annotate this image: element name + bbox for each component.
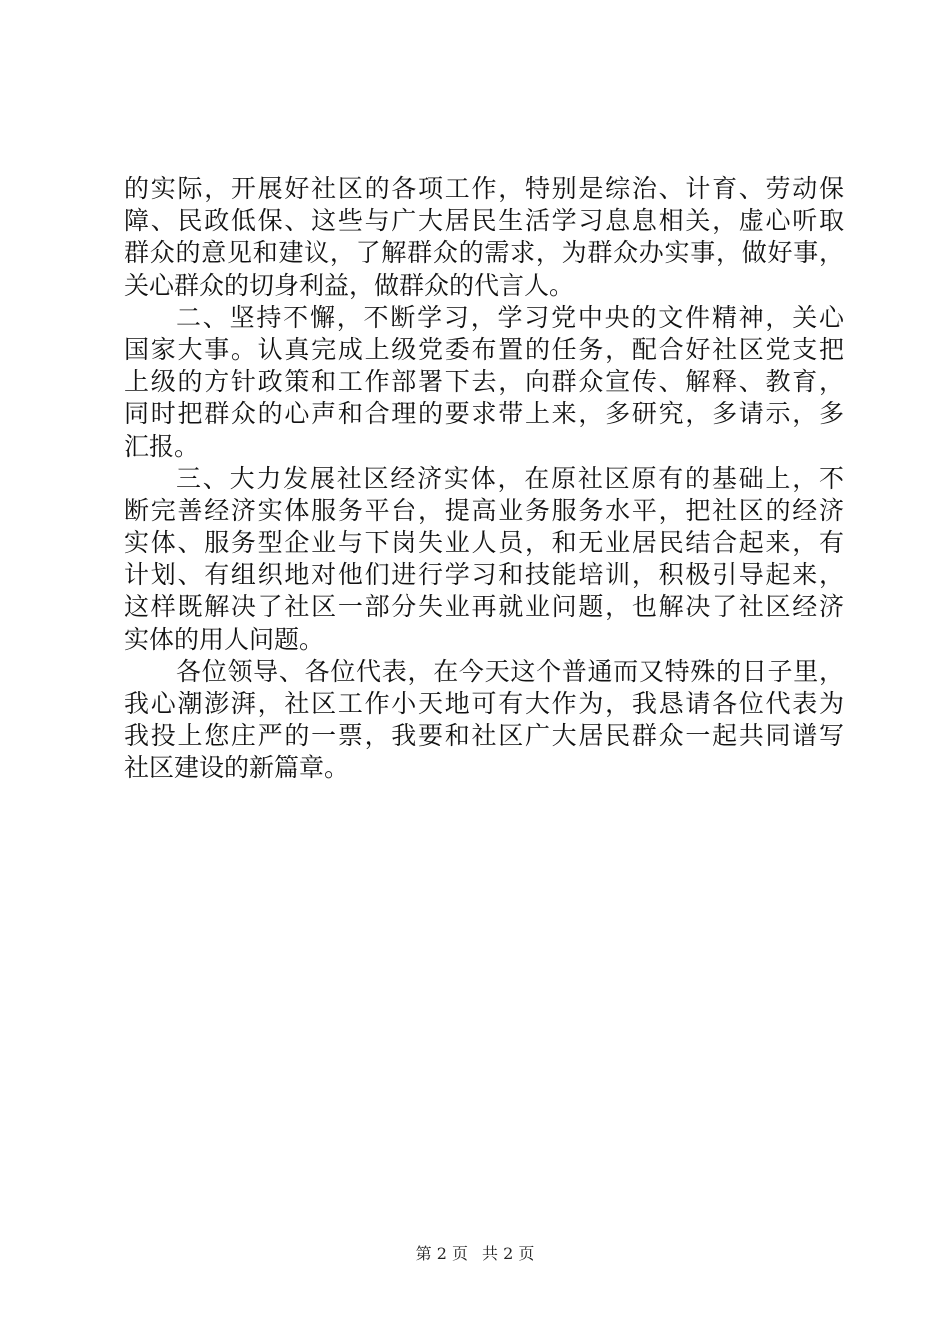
page-footer (0, 1244, 950, 1264)
text-line: 群众的意见和建议，了解群众的需求，为群众办实事，做好事， (124, 238, 844, 268)
text-line: 上级的方针政策和工作部署下去，向群众宣传、解释、教育， (124, 367, 844, 397)
text-line: 这样既解决了社区一部分失业再就业问题，也解决了社区经济 (124, 592, 844, 622)
document-body (124, 173, 844, 785)
text-line: 计划、有组织地对他们进行学习和技能培训，积极引导起来， (124, 560, 844, 590)
page-number: 第 2 页 (415, 1244, 468, 1263)
text-line: 国家大事。认真完成上级党委布置的任务，配合好社区党支把 (124, 334, 844, 364)
text-line: 实体、服务型企业与下岗失业人员，和无业居民结合起来，有 (124, 528, 844, 558)
text-line: 同时把群众的心声和合理的要求带上来，多研究，多请示，多 (124, 399, 844, 429)
text-line: 二、坚持不懈，不断学习，学习党中央的文件精神，关心 (176, 302, 844, 332)
text-line: 我心潮澎湃，社区工作小天地可有大作为，我恳请各位代表为 (124, 689, 844, 718)
text-line: 的实际，开展好社区的各项工作，特别是综治、计育、劳动保 (124, 174, 844, 203)
text-line: 汇报。 (124, 431, 200, 461)
text-line: 断完善经济实体服务平台，提高业务服务水平，把社区的经济 (124, 495, 844, 525)
text-line: 我投上您庄严的一票，我要和社区广大居民群众一起共同谱写 (124, 721, 844, 751)
text-line: 实体的用人问题。 (124, 624, 325, 654)
text-line: 关心群众的切身利益，做群众的代言人。 (124, 270, 575, 300)
text-line: 三、大力发展社区经济实体，在原社区原有的基础上，不 (176, 463, 844, 493)
text-line: 各位领导、各位代表，在今天这个普通而又特殊的日子里， (176, 656, 844, 686)
text-line: 障、民政低保、这些与广大居民生活学习息息相关，虚心听取 (124, 206, 844, 236)
text-line: 社区建设的新篇章。 (124, 753, 350, 783)
page-total: 共 2 页 (482, 1244, 535, 1263)
